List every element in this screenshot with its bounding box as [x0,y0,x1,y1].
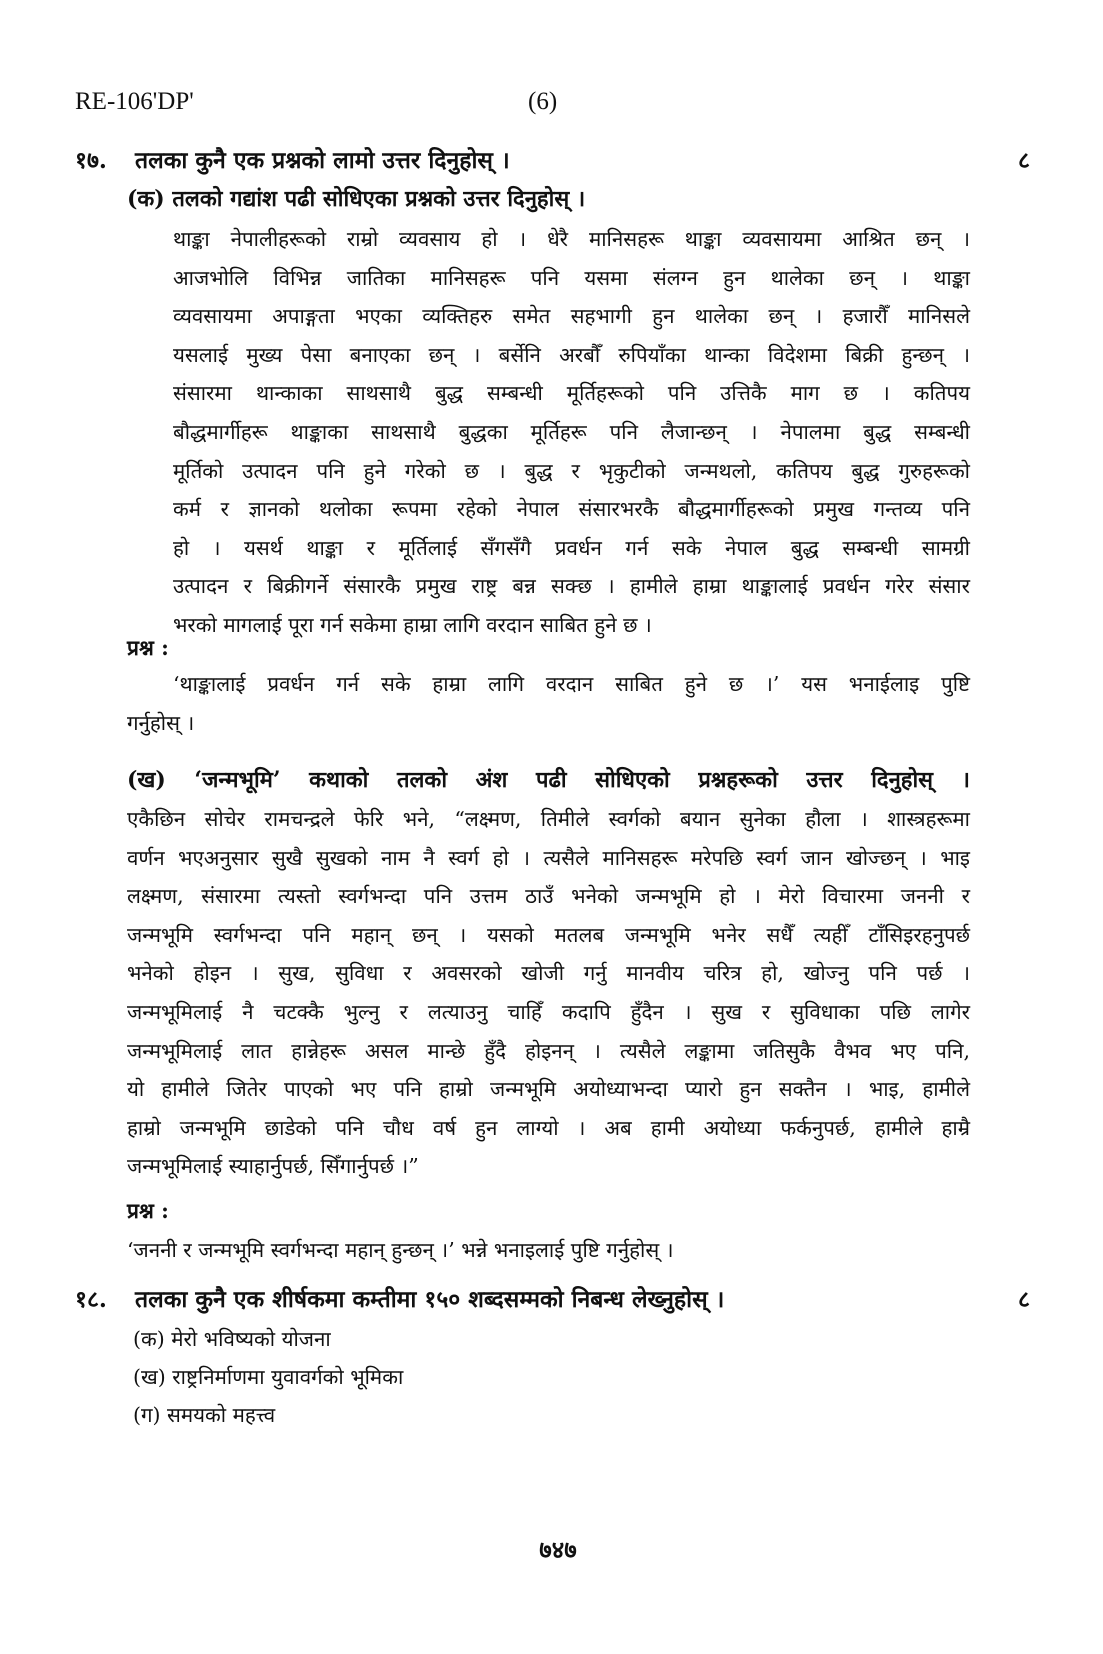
question-18-number: १८. [75,1286,107,1313]
passage-line: जन्मभूमिलाई स्याहार्नुपर्छ, सिँगार्नुपर्छ ।” [127,1154,419,1179]
passage-line: जन्मभूमिलाई नै चटक्कै भुल्नु र लत्याउनु चाहिँ कदापि हुँदैन । सुख र सुविधाका पछि लागेर [127,999,970,1024]
passage-line: हाम्रो जन्मभूमि छाडेको पनि चौध वर्ष हुन लाग्यो । अब हामी अयोध्या फर्कनुपर्छ, हामीले हाम्रै [127,1115,970,1140]
section-ka-question [127,665,970,742]
passage-line: जन्मभूमि स्वर्गभन्दा पनि महान् छन् । यसको मतलब जन्मभूमि भनेर सधैँ त्यहीँ टाँसिइरहनुपर्छ [127,922,970,947]
passage-line: मूर्तिको उत्पादन पनि हुने गरेको छ । बुद्ध र भृकुटीको जन्मथलो, कतिपय बुद्ध गुरुहरूको [173,458,970,483]
passage-line: हो । यसर्थ थाङ्का र मूर्तिलाई सँगसँगै प्रवर्धन गर्न सके नेपाल बुद्ध सम्बन्धी सामग्री [173,535,970,560]
passage-line: बौद्धमार्गीहरू थाङ्काका साथसाथै बुद्धका मूर्तिहरू पनि लैजान्छन् । नेपालमा बुद्ध सम्बन्धी [173,419,970,444]
section-kha-question: ‘जननी र जन्मभूमि स्वर्गभन्दा महान् हुन्छन् ।’ भन्ने भनाइलाई पुष्टि गर्नुहोस् । [127,1238,674,1262]
passage-line: भनेको होइन । सुख, सुविधा र अवसरको खोजी गर्नु मानवीय चरित्र हो, खोज्नु पनि पर्छ । [127,961,970,986]
passage-line: कर्म र ज्ञानको थलोका रूपमा रहेको नेपाल संसारभरकै बौद्धमार्गीहरूको प्रमुख गन्तव्य पनि [173,497,970,522]
essay-option-ga: (ग) समयको महत्त्व [133,1403,276,1427]
essay-option-ka: (क) मेरो भविष्यको योजना [133,1327,331,1351]
question-17-title-line [75,143,1030,175]
section-ka-passage [173,220,970,645]
question-17-marks: ८ [1018,147,1030,174]
footer-mark: ७४७ [539,1535,577,1564]
question-line: ‘थाङ्कालाई प्रवर्धन गर्न सके हाम्रा लागि वरदान साबित हुने छ ।’ यस भनाईलाइ पुष्टि [173,672,970,696]
question-line: गर्नुहोस् । [127,710,195,735]
passage-line: थाङ्का नेपालीहरूको राम्रो व्यवसाय हो । धेरै मानिसहरू थाङ्का व्यवसायमा आश्रित छन् । [173,227,970,251]
section-kha-passage [127,800,970,1186]
passage-line: भरको मागलाई पूरा गर्न सकेमा हाम्रा लागि वरदान साबित हुने छ । [173,612,652,637]
passage-line: आजभोलि विभिन्न जातिका मानिसहरू पनि यसमा संलग्न हुन थालेका छन् । थाङ्का [173,265,970,290]
passage-line: वर्णन भएअनुसार सुखै सुखको नाम नै स्वर्ग हो । त्यसैले मानिसहरू मरेपछि स्वर्ग जान खोज्छन् । भाइ [127,845,970,870]
section-kha-heading: (ख) ‘जन्मभूमि’ कथाको तलको अंश पढी सोधिएको प्रश्नहरूको उत्तर दिनुहोस् । [127,767,970,793]
passage-line: यसलाई मुख्य पेसा बनाएका छन् । बर्सेनि अरबौँ रुपियाँका थान्का विदेशमा बिक्री हुन्छन् । [173,342,970,367]
section-ka-heading: (क) तलको गद्यांश पढी सोधिएका प्रश्नको उत्तर दिनुहोस् । [127,186,586,212]
passage-line: जन्मभूमिलाई लात हान्नेहरू असल मान्छे हुँदै होइनन् । त्यसैले लङ्कामा जतिसुकै वैभव भए पनि, [127,1038,970,1063]
passage-line: उत्पादन र बिक्रीगर्ने संसारकै प्रमुख राष्ट्र बन्न सक्छ । हामीले हाम्रा थाङ्कालाई प्रवर्धन गरेर संसार [173,574,970,599]
question-18-marks: ८ [1018,1286,1030,1313]
section-ka-question-label: प्रश्न : [127,635,169,660]
question-18-title: तलका कुनै एक शीर्षकमा कम्तीमा १५० शब्दसम्मको निबन्ध लेख्नुहोस् । [135,1286,725,1313]
paper-code: RE-106'DP' [75,88,194,115]
passage-line: व्यवसायमा अपाङ्गता भएका व्यक्तिहरु समेत सहभागी हुन थालेका छन् । हजारौँ मानिसले [173,304,970,329]
section-kha-question-label: प्रश्न : [127,1198,169,1223]
question-18-title-line [75,1282,1030,1314]
question-17-title: तलका कुनै एक प्रश्नको लामो उत्तर दिनुहोस् । [135,147,510,174]
page-number: (6) [528,88,558,115]
question-17-number: १७. [75,147,107,174]
passage-line: एकैछिन सोचेर रामचन्द्रले फेरि भने, “लक्ष्मण, तिमीले स्वर्गको बयान सुनेका हौला । शास्त्रहरूमा [127,807,970,831]
passage-line: लक्ष्मण, संसारमा त्यस्तो स्वर्गभन्दा पनि उत्तम ठाउँ भनेको जन्मभूमि हो । मेरो विचारमा जननी र [127,884,970,909]
essay-option-kha: (ख) राष्ट्रनिर्माणमा युवावर्गको भूमिका [133,1365,404,1389]
passage-line: संसारमा थान्काका साथसाथै बुद्ध सम्बन्धी मूर्तिहरूको पनि उत्तिकै माग छ । कतिपय [173,381,970,406]
passage-line: यो हामीले जितेर पाएको भए पनि हाम्रो जन्मभूमि अयोध्याभन्दा प्यारो हुन सक्तैन । भाइ, हामीले [127,1077,970,1102]
